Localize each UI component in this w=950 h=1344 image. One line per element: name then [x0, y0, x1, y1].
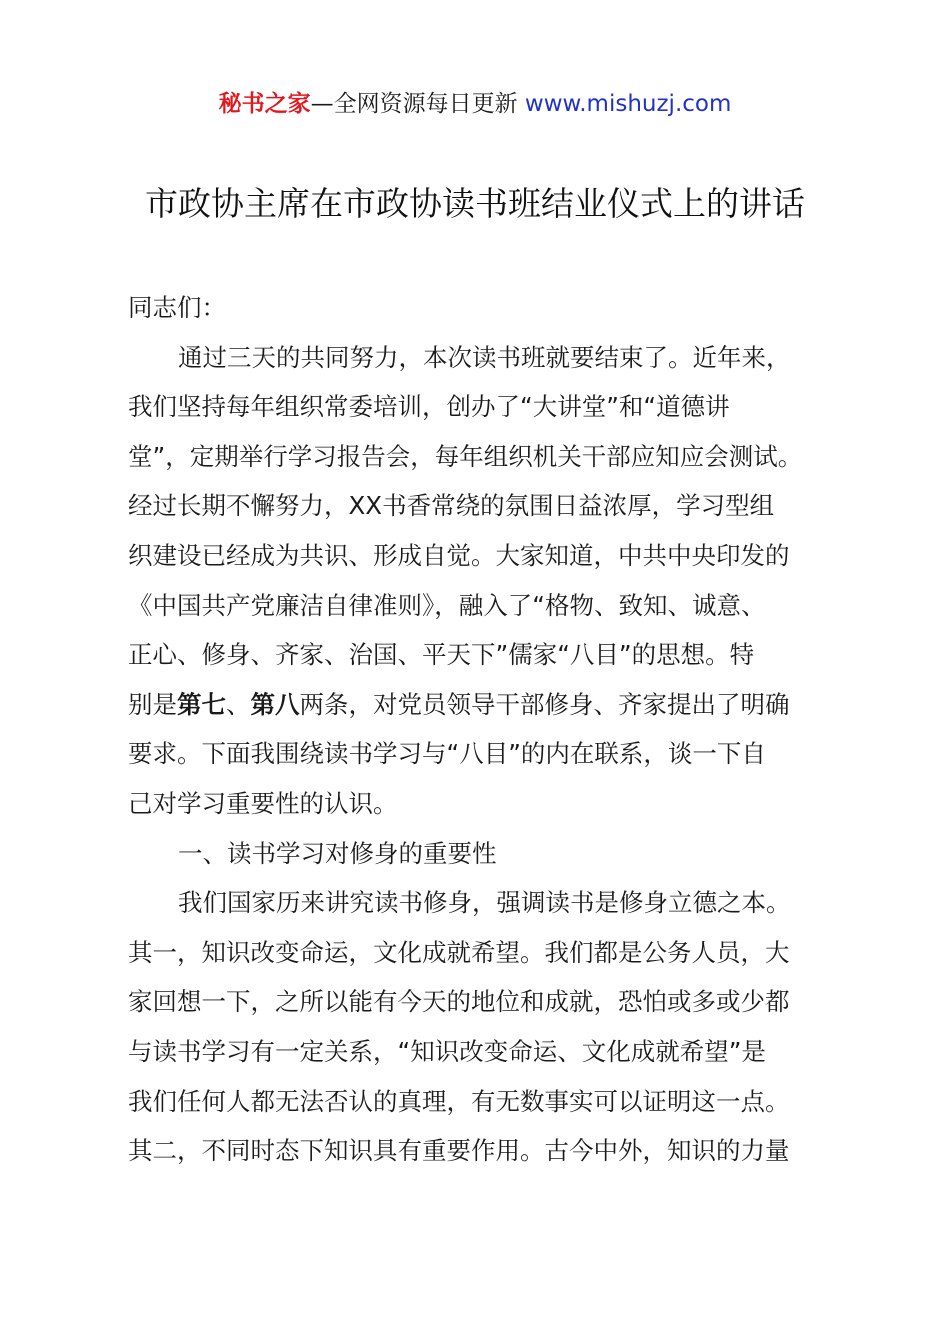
paragraph-line — [128, 680, 838, 730]
document-title: 市政协主席在市政协读书班结业仪式上的讲话 — [145, 184, 805, 223]
paragraph-line: 其二，不同时态下知识具有重要作用。古今中外，知识的力量 — [128, 1136, 790, 1166]
header-slogan: —全网资源每日更新 — [310, 91, 525, 117]
paragraph-line: 《中国共产党廉洁自律准则》，融入了“格物、致知、诚意、 — [128, 590, 766, 620]
paragraph-line: 己对学习重要性的认识。 — [128, 788, 398, 818]
paragraph-line: 与读书学习有一定关系，“知识改变命运、文化成就希望”是 — [128, 1036, 766, 1066]
paragraph-line: 我们国家历来讲究读书修身，强调读书是修身立德之本。 — [178, 888, 791, 918]
salutation: 同志们： — [128, 293, 226, 322]
paragraph-line: 我们坚持每年组织常委培训，创办了“大讲堂”和“道德讲 — [128, 392, 730, 422]
paragraph-line: 堂”，定期举行学习报告会，每年组织机关干部应知应会测试。 — [128, 441, 803, 471]
text-run: 两条，对党员领导干部修身、齐家提出了明确 — [299, 689, 790, 719]
paragraph-line: 正心、修身、齐家、治国、平天下”儒家“八目”的思想。特 — [128, 640, 755, 670]
paragraph-line: 要求。下面我围绕读书学习与“八目”的内在联系，谈一下自 — [128, 739, 766, 769]
paragraph-line: 我们任何人都无法否认的真理，有无数事实可以证明这一点。 — [128, 1086, 790, 1116]
brand-name: 秘书之家 — [218, 91, 311, 117]
bold-text: 第八 — [250, 689, 300, 719]
paragraph-line: 织建设已经成为共识、形成自觉。大家知道，中共中央印发的 — [128, 540, 790, 570]
paragraph-line: 家回想一下，之所以能有今天的地位和成就，恐怕或多或少都 — [128, 987, 790, 1017]
section-heading: 一、读书学习对修身的重要性 — [178, 838, 497, 868]
site-url-link[interactable]: www.mishuzj.com — [524, 91, 732, 117]
text-run: 、 — [226, 689, 251, 719]
paragraph-line: 经过长期不懈努力，XX书香常绕的氛围日益浓厚，学习型组 — [128, 491, 775, 521]
bold-text: 第七 — [177, 689, 226, 719]
paragraph-line: 通过三天的共同努力，本次读书班就要结束了。近年来， — [178, 342, 791, 372]
site-header — [0, 88, 950, 120]
paragraph-line: 其一，知识改变命运，文化成就希望。我们都是公务人员，大 — [128, 937, 790, 967]
document-body — [128, 283, 838, 1176]
text-run: 别是 — [128, 689, 177, 719]
